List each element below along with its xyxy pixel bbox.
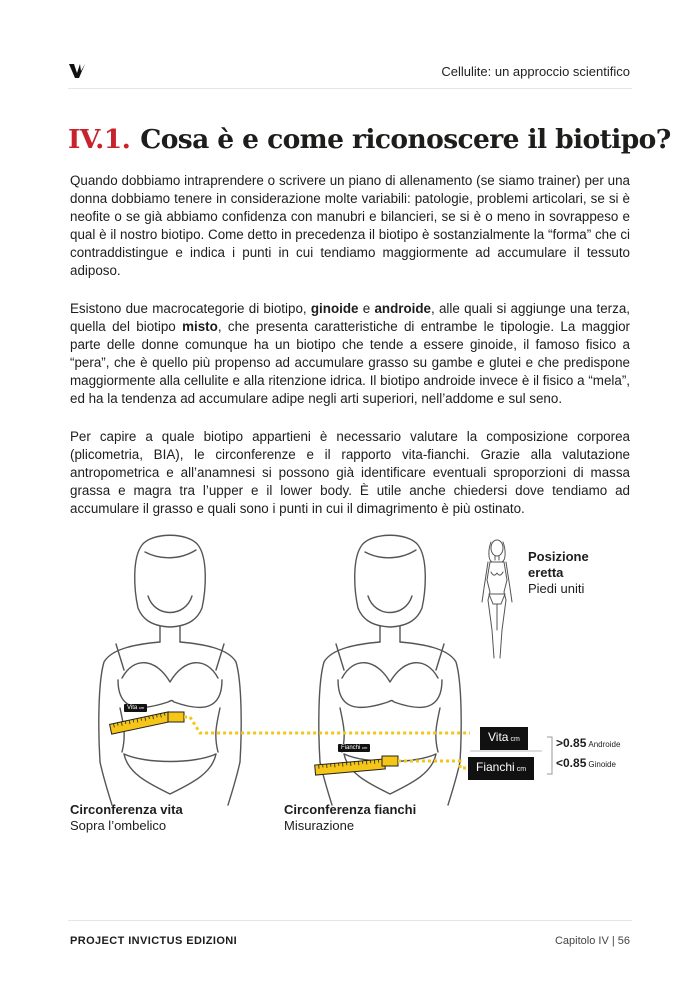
paragraph-3: Per capire a quale biotipo appartieni è necessario valutare la composizione corporea (plicometria, BIA), le circonferenze e il rapporto vita-fianchi. Grazie alla valutazione antropometrica e all’anamnesi si possono già identificare eventuali sproporzioni di massa grassa e magra tra l’upper e il lower body. È utile anche chiedersi dove tendiamo ad accumulare il grasso e quali sono i punti in cui il dimagrimento è più ostinato. <box>70 429 630 516</box>
tape-tag-waist <box>124 704 147 712</box>
tape-tag-hips <box>338 744 370 752</box>
footer-divider <box>68 920 632 921</box>
caption-waist-title: Circonferenza vita <box>70 802 183 817</box>
paragraph-2-text: Esistono due macrocategorie di biotipo, <box>70 301 311 316</box>
header-divider <box>68 88 632 89</box>
term-androide: androide <box>374 301 431 316</box>
box-label-hips <box>468 757 534 780</box>
ratio-ginoide <box>556 756 616 770</box>
chapter-title <box>68 124 671 155</box>
caption-hips <box>284 802 416 834</box>
ratio-brace <box>547 737 552 774</box>
footer-page-number: Capitolo IV | 56 <box>554 935 630 947</box>
woman-figure-waist <box>99 535 241 805</box>
tape-tag-hips-text: Fianchi <box>341 745 361 751</box>
tape-tag-unit: cm <box>362 745 368 750</box>
caption-hips-title: Circonferenza fianchi <box>284 802 417 817</box>
ratio-androide <box>556 736 620 750</box>
dotted-connectors <box>184 717 470 768</box>
caption-waist <box>70 802 183 834</box>
paragraph-2 <box>70 300 630 408</box>
standing-woman-figure <box>482 540 512 658</box>
term-misto: misto <box>182 319 218 334</box>
caption-hips-subtitle: Misurazione <box>284 818 355 833</box>
posture-line-3: Piedi uniti <box>528 581 585 596</box>
box-label-waist-text: Vita <box>488 730 509 744</box>
caption-waist-subtitle: Sopra l’ombelico <box>70 818 167 833</box>
term-ginoide: ginoide <box>310 301 359 316</box>
ratio-androide-label: Androide <box>588 740 621 749</box>
paragraph-2-text: e <box>358 301 375 316</box>
posture-line-2: eretta <box>528 565 564 580</box>
tape-tag-unit: cm <box>138 705 145 710</box>
box-unit: cm <box>510 736 520 743</box>
chapter-number: IV.1. <box>68 124 131 155</box>
posture-line-1: Posizione <box>528 549 589 564</box>
box-label-hips-text: Fianchi <box>476 760 515 774</box>
posture-caption <box>528 549 589 597</box>
chapter-title-text: Cosa è e come riconoscere il biotipo? <box>140 124 671 155</box>
box-label-waist <box>480 727 528 750</box>
invictus-logo-icon <box>68 62 86 80</box>
paragraph-2-text: , alle quali si aggiunge una terza, quella del biotipo <box>70 301 630 334</box>
ratio-ginoide-value: <0.85 <box>556 756 587 770</box>
footer-publisher: PROJECT INVICTUS EDIZIONI <box>70 935 238 947</box>
running-title: Cellulite: un approccio scientifico <box>441 64 630 79</box>
paragraph-2-text: , che presenta caratteristiche di entrambe le tipologie. La maggior parte delle donne comunque ha un biotipo che tende a essere ginoide, il famoso fisico a “pera”, che è quello più propenso ad accumulare grasso su gambe e glutei e che predispone maggiormente alla cellulite e alla ritenzione idrica. Il biotipo androide invece è il fisico a “mela”, ed ha la tendenza ad accumulare adipe negli arti superiori, nell’addome e sul seno. <box>70 319 630 406</box>
ratio-androide-value: >0.85 <box>556 736 587 750</box>
page-header <box>68 58 630 88</box>
paragraph-1: Quando dobbiamo intraprendere o scrivere un piano di allenamento (se siamo trainer) per una donna dobbiamo tenere in considerazione molte variabili: patologie, problemi articolari, se si è neofite o se già abbiamo confidenza con manubri e bilancieri, se si è o meno in sovrappeso e qual è il nostro biotipo. Come detto in precedenza il biotipo è sostanzialmente la “forma” che ci contraddistingue e indica i punti in cui tendiamo maggiormente ad accumulare il tessuto adiposo. <box>70 173 630 278</box>
measurement-figure <box>60 530 660 850</box>
box-unit: cm <box>516 766 527 773</box>
tape-measure-waist <box>110 712 184 734</box>
ratio-ginoide-label: Ginoide <box>588 760 616 769</box>
body-text <box>70 172 630 538</box>
tape-tag-waist-text: Vita <box>127 705 138 711</box>
